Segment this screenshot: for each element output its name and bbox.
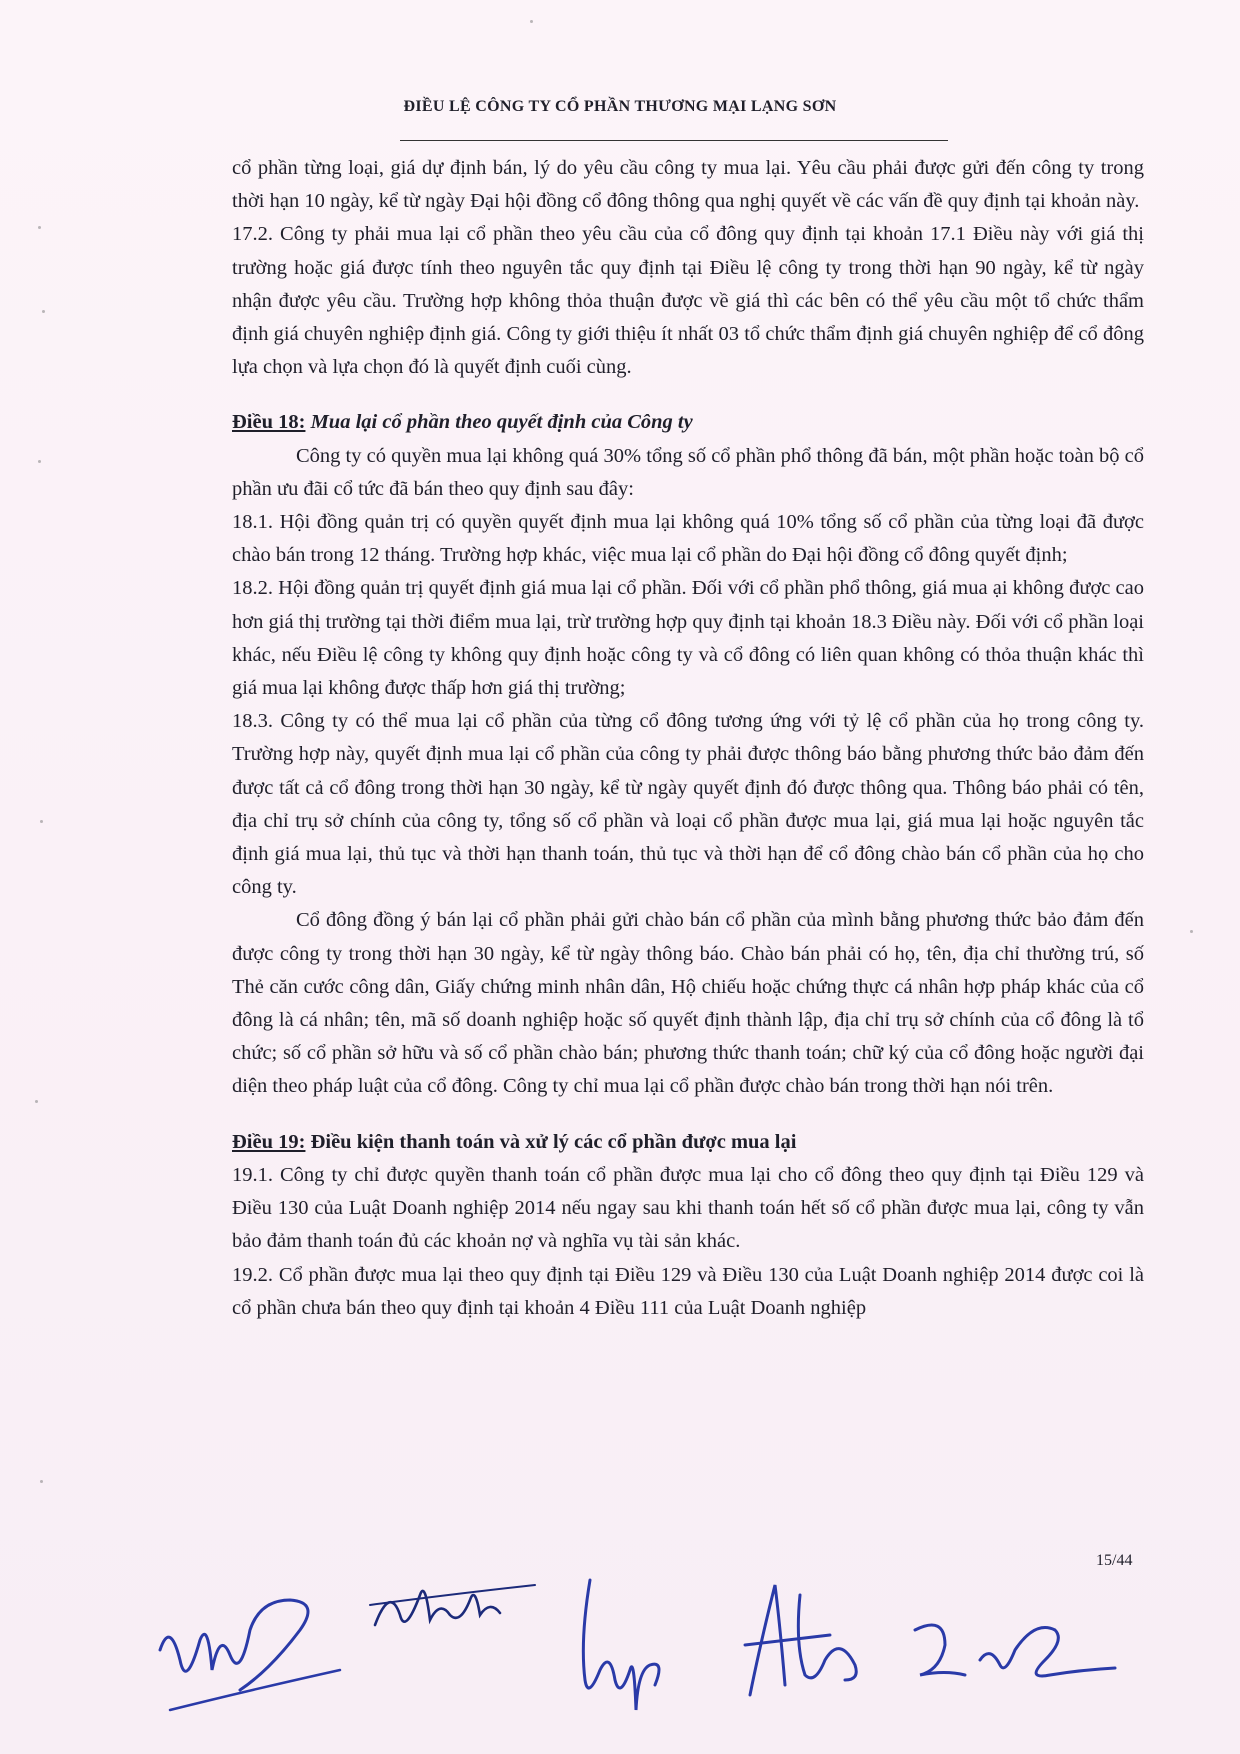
- clause-18-2: 18.2. Hội đồng quản trị quyết định giá mua lại cổ phần. Đối với cổ phần phổ thông, giá mua ại không được cao hơn giá thị trường tại thời điểm mua lại, trừ trường hợp quy định tại khoản 18.3 Điều này. Đối với cổ phần loại khác, nếu Điều lệ công ty không quy định hoặc công ty và cổ đông có liên quan không có thỏa thuận khác thì giá mua lại không được thấp hơn giá thị trường;: [232, 577, 1144, 700]
- document-header: ĐIỀU LỆ CÔNG TY CỔ PHẦN THƯƠNG MẠI LẠNG SƠN: [403, 98, 837, 115]
- scan-speck: [35, 1100, 38, 1103]
- scan-speck: [530, 20, 533, 23]
- article-19-heading: [232, 1126, 1144, 1159]
- clause-18-1: 18.1. Hội đồng quản trị có quyền quyết định mua lại không quá 10% tổng số cổ phần của từng loại đã được chào bán trong 12 tháng. Trường hợp khác, việc mua lại cổ phần do Đại hội đồng cổ đông quyết định;: [232, 511, 1144, 567]
- header-divider: [400, 140, 948, 141]
- scan-speck: [38, 460, 41, 463]
- clause-19-1: 19.1. Công ty chỉ được quyền thanh toán cổ phần được mua lại cho cổ đông theo quy định tại Điều 129 và Điều 130 của Luật Doanh nghiệp 2014 nếu ngay sau khi thanh toán hết số cổ phần được mua lại, công ty vẫn bảo đảm thanh toán đủ các khoản nợ và nghĩa vụ tài sản khác.: [232, 1163, 1144, 1253]
- article-18-title: Mua lại cổ phần theo quyết định của Công ty: [305, 411, 693, 434]
- article-18-number: Điều 18:: [232, 411, 306, 434]
- clause-18-3: 18.3. Công ty có thể mua lại cổ phần của từng cổ đông tương ứng với tỷ lệ cổ phần của họ trong công ty. Trường hợp này, quyết định mua lại cổ phần của công ty phải được thông báo bằng phương thức bảo đảm đến được tất cả cổ đông trong thời hạn 30 ngày, kể từ ngày quyết định đó được thông qua. Thông báo phải có tên, địa chỉ trụ sở chính của công ty, tổng số cổ phần và loại cổ phần được mua lại, giá mua lại hoặc nguyên tắc định giá mua lại, thủ tục và thời hạn thanh toán, thủ tục và thời hạn để cổ đông chào bán cổ phần của họ cho công ty.: [232, 710, 1144, 899]
- article-18-intro: Công ty có quyền mua lại không quá 30% tổng số cổ phần phổ thông đã bán, một phần hoặc toàn bộ cổ phần ưu đãi cổ tức đã bán theo quy định sau đây:: [232, 444, 1144, 500]
- paragraph: Cổ đông đồng ý bán lại cổ phần phải gửi chào bán cổ phần của mình bằng phương thức bảo đảm đến được công ty trong thời hạn 30 ngày, kể từ ngày thông báo. Chào bán phải có họ, tên, địa chỉ thường trú, số Thẻ căn cước công dân, Giấy chứng minh nhân dân, Hộ chiếu hoặc chứng thực cá nhân hợp pháp khác của cổ đông là cá nhân; tên, mã số doanh nghiệp hoặc số quyết định thành lập, địa chỉ trụ sở chính của cổ đông là tổ chức; số cổ phần sở hữu và số cổ phần chào bán; phương thức thanh toán; chữ ký của cổ đông hoặc người đại diện theo pháp luật của cổ đông. Công ty chỉ mua lại cổ phần được chào bán trong thời hạn nói trên.: [232, 909, 1144, 1098]
- scan-speck: [38, 226, 41, 229]
- paragraph: cổ phần từng loại, giá dự định bán, lý do yêu cầu công ty mua lại. Yêu cầu phải được gửi đến công ty trong thời hạn 10 ngày, kể từ ngày Đại hội đồng cổ đông thông qua nghị quyết về các vấn đề quy định tại khoản này.: [232, 157, 1144, 213]
- signature-4: [730, 1565, 890, 1715]
- clause-17-2: 17.2. Công ty phải mua lại cổ phần theo yêu cầu của cổ đông quy định tại khoản 17.1 Điều này với giá thị trường hoặc giá được tính theo nguyên tắc quy định tại Điều lệ công ty trong thời hạn 90 ngày, kể từ ngày nhận được yêu cầu. Trường hợp không thỏa thuận được về giá thì các bên có thể yêu cầu một tổ chức thẩm định giá chuyên nghiệp định giá. Công ty giới thiệu ít nhất 03 tổ chức thẩm định giá chuyên nghiệp để cổ đông lựa chọn và lựa chọn đó là quyết định cuối cùng.: [232, 223, 1144, 379]
- scan-speck: [42, 310, 45, 313]
- clause-19-2: 19.2. Cổ phần được mua lại theo quy định tại Điều 129 và Điều 130 của Luật Doanh nghiệp 2014 được coi là cổ phần chưa bán theo quy định tại khoản 4 Điều 111 của Luật Doanh nghiệp: [232, 1263, 1144, 1319]
- page-number: 15/44: [1096, 1552, 1133, 1569]
- scan-speck: [40, 1480, 43, 1483]
- article-19-number: Điều 19:: [232, 1130, 306, 1153]
- signature-1: [150, 1560, 350, 1720]
- scan-speck: [40, 820, 43, 823]
- document-body: [232, 152, 1144, 1325]
- scan-speck: [1190, 930, 1193, 933]
- signature-5: [905, 1590, 1125, 1700]
- signature-2: [365, 1555, 545, 1655]
- signature-3: [570, 1560, 680, 1730]
- article-18-heading: [232, 406, 1144, 439]
- article-19-title: Điều kiện thanh toán và xử lý các cổ phần được mua lại: [305, 1130, 797, 1153]
